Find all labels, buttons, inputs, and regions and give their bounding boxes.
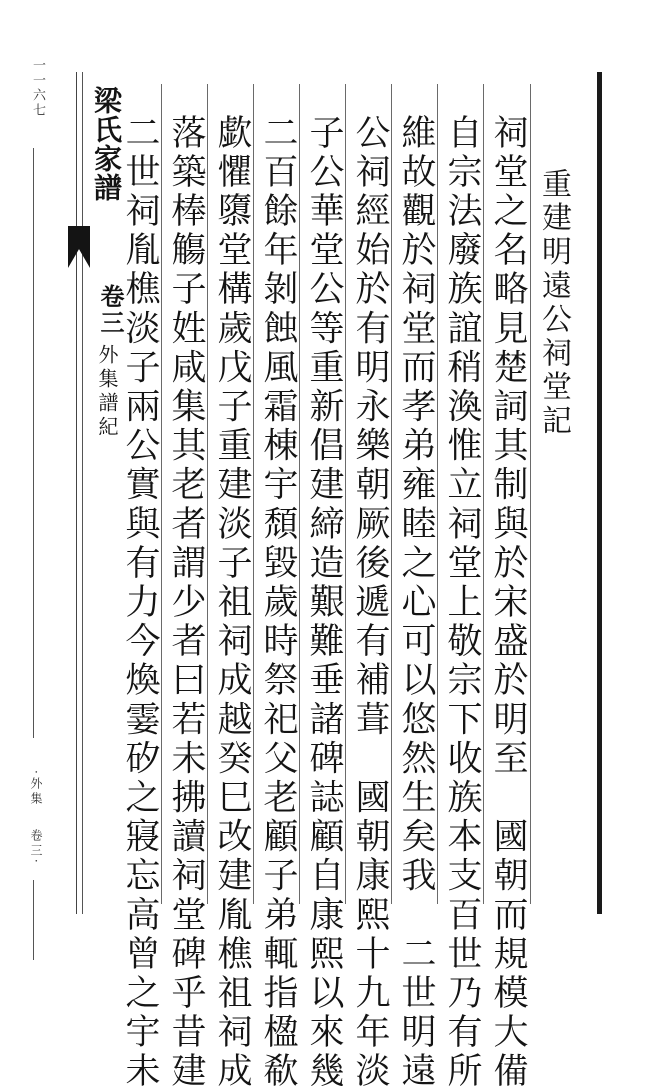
column-rule [530, 84, 531, 904]
margin-rule-bottom [33, 880, 34, 960]
text-column: 二世祠胤樵淡子兩公實與有力今煥霎矽之寢忘高曾之宇未 [120, 114, 160, 1092]
margin-footer [28, 770, 45, 866]
article-title: 重建明遠公祠堂記 [536, 168, 571, 439]
column-rule [207, 84, 208, 904]
column-rule [253, 84, 254, 904]
column-rule [161, 84, 162, 904]
column-rule [437, 84, 438, 904]
column-rule [483, 84, 484, 904]
footer-section: ·外集 [29, 770, 43, 807]
text-column: 祠堂之名略見楚詞其制與於宋盛於明至 國朝而規模大備 [488, 114, 528, 1092]
book-title: 梁氏家譜 [90, 86, 123, 202]
section-label: 外集譜紀 [95, 344, 119, 440]
column-rule [345, 84, 346, 904]
volume-label: 卷三 [96, 284, 125, 336]
column-rule [299, 84, 300, 904]
page-margin [0, 0, 60, 986]
margin-rule-top [33, 148, 34, 738]
footer-volume: 卷三· [29, 828, 43, 866]
text-column: 子公華堂公等重新倡建締造艱難垂諸碑誌顧自康熙以來幾 [304, 114, 344, 1092]
text-column: 二百餘年剝蝕風霜棟宇頹毀歲時祭祀父老顧子弟輒指楹欷 [258, 114, 298, 1092]
page-number: 一一六七 [30, 58, 45, 118]
column-rule [391, 84, 392, 904]
text-column: 公祠經始於有明永樂朝厥後遞有補葺 國朝康熙十九年淡 [350, 114, 390, 1092]
text-column: 自宗法廢族誼稍渙惟立祠堂上敬宗下收族本支百世乃有所 [442, 114, 482, 1092]
text-column: 歔懼隳堂構歲戊子重建淡子祖祠成越癸巳改建胤樵祖祠成 [212, 114, 252, 1092]
text-column: 落築棒觴子姓咸集其老者謂少者曰若未拂讀祠堂碑乎昔建 [166, 114, 206, 1092]
banner-rule [82, 72, 83, 914]
text-column: 維故觀於祠堂而孝弟雍睦之心可以悠然生矣我 二世明遠 [396, 114, 436, 1092]
